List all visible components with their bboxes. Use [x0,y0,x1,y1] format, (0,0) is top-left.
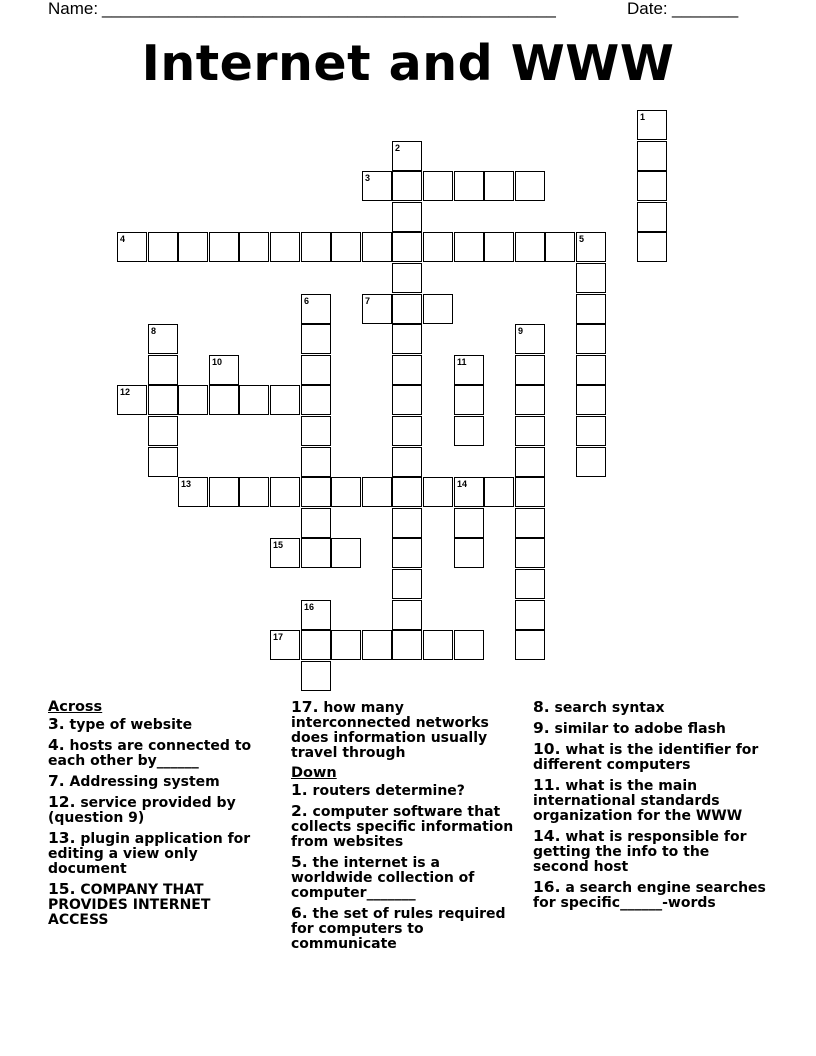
grid-cell[interactable] [239,477,269,507]
clue-across-12: 12. service provided by (question 9) [48,793,236,826]
page-title: Internet and WWW [141,35,675,92]
clue-across-3: 3. type of website [48,715,193,733]
grid-cell[interactable] [178,385,208,415]
grid-cell[interactable] [148,447,178,477]
grid-cell[interactable] [576,447,606,477]
grid-cell[interactable] [484,477,514,507]
clue-down-10: 10. what is the identifier for different computers [533,740,759,773]
clue-across-4: 4. hosts are connected to each other by______ [48,736,252,769]
grid-cell[interactable] [209,385,239,415]
grid-cell[interactable] [392,569,422,599]
grid-cell[interactable] [209,232,239,262]
grid-cell[interactable] [454,477,484,507]
grid-cell[interactable] [148,355,178,385]
grid-cell[interactable] [148,324,178,354]
grid-cell[interactable] [392,141,422,171]
name-label: Name: [48,0,103,18]
grid-cell[interactable] [454,232,484,262]
clue-down-9: 9. similar to adobe flash [533,719,726,737]
clue-number: 2 [395,143,401,153]
clue-number: 14 [457,479,468,489]
date-label: Date: [627,0,673,18]
clue-number: 3 [365,173,371,183]
grid-cell[interactable] [392,630,422,660]
clue-number: 15 [273,540,284,550]
grid-cell[interactable] [454,630,484,660]
clue-number: 8 [151,326,157,336]
clue-column-2 [291,700,519,957]
grid-cell[interactable] [484,232,514,262]
grid-cell[interactable] [576,385,606,415]
grid-cell[interactable] [454,508,484,538]
grid-cell[interactable] [392,477,422,507]
grid-cell[interactable] [515,508,545,538]
grid-cell[interactable] [331,232,361,262]
grid-cell[interactable] [362,630,392,660]
grid-cell[interactable] [392,447,422,477]
date-blank[interactable]: _______ [672,0,739,18]
grid-cell[interactable] [454,355,484,385]
clue-column-1 [48,700,273,933]
grid-cell[interactable] [392,538,422,568]
grid-cell[interactable] [270,630,300,660]
grid-cell[interactable] [362,477,392,507]
clue-number: 12 [120,387,131,397]
grid-cell[interactable] [362,171,392,201]
grid-cell[interactable] [423,171,453,201]
grid-cell[interactable] [301,630,331,660]
grid-cell[interactable] [454,538,484,568]
grid-cell[interactable] [576,324,606,354]
grid-cell[interactable] [392,385,422,415]
grid-cell[interactable] [301,600,331,630]
grid-cell[interactable] [301,416,331,446]
clue-across-13: 13. plugin application for editing a view only document [48,829,251,877]
clue-down-6: 6. the set of rules required for computers to communicate [291,904,506,952]
down-heading: Down [291,765,337,781]
grid-cell[interactable] [178,232,208,262]
clue-number: 6 [304,296,310,306]
grid-cell[interactable] [301,538,331,568]
clue-down-16: 16. a search engine searches for specific______-words [533,878,766,911]
clue-number: 16 [304,602,315,612]
grid-cell[interactable] [576,263,606,293]
clue-down-1: 1. routers determine? [291,781,465,799]
clue-down-2: 2. computer software that collects specific information from websites [291,802,514,850]
grid-cell[interactable] [637,110,667,140]
grid-cell[interactable] [301,477,331,507]
clue-down-11: 11. what is the main international standards organization for the WWW [533,776,743,824]
clue-number: 10 [212,357,223,367]
grid-cell[interactable] [270,538,300,568]
grid-cell[interactable] [515,447,545,477]
grid-cell[interactable] [270,232,300,262]
grid-cell[interactable] [484,171,514,201]
grid-cell[interactable] [454,385,484,415]
grid-cell[interactable] [423,477,453,507]
grid-cell[interactable] [454,416,484,446]
grid-cell[interactable] [392,600,422,630]
clue-number: 9 [518,326,524,336]
grid-cell[interactable] [301,232,331,262]
clue-down-8: 8. search syntax [533,698,665,716]
clue-number: 5 [579,234,585,244]
grid-cell[interactable] [117,232,147,262]
grid-cell[interactable] [301,385,331,415]
grid-cell[interactable] [392,294,422,324]
grid-cell[interactable] [515,538,545,568]
grid-cell[interactable] [362,232,392,262]
grid-cell[interactable] [576,294,606,324]
grid-cell[interactable] [515,630,545,660]
across-heading: Across [48,699,103,715]
clue-across-15: 15. COMPANY THAT PROVIDES INTERNET ACCESS [48,880,211,928]
grid-cell[interactable] [392,324,422,354]
grid-cell[interactable] [392,202,422,232]
grid-cell[interactable] [515,385,545,415]
grid-cell[interactable] [301,355,331,385]
grid-cell[interactable] [454,171,484,201]
grid-cell[interactable] [331,630,361,660]
grid-cell[interactable] [576,416,606,446]
grid-cell[interactable] [423,630,453,660]
clue-number: 4 [120,234,126,244]
grid-cell[interactable] [423,232,453,262]
grid-cell[interactable] [331,477,361,507]
clue-number: 17 [273,632,284,642]
grid-cell[interactable] [301,447,331,477]
grid-cell[interactable] [178,477,208,507]
grid-cell[interactable] [392,508,422,538]
grid-cell[interactable] [423,294,453,324]
grid-cell[interactable] [515,600,545,630]
clue-number: 13 [181,479,192,489]
grid-cell[interactable] [301,661,331,691]
clue-down-5: 5. the internet is a worldwide collection of computer_______ [291,853,475,901]
grid-cell[interactable] [637,141,667,171]
grid-cell[interactable] [515,569,545,599]
grid-cell[interactable] [239,232,269,262]
grid-cell[interactable] [515,416,545,446]
grid-cell[interactable] [239,385,269,415]
grid-cell[interactable] [637,232,667,262]
grid-cell[interactable] [148,232,178,262]
grid-cell[interactable] [576,355,606,385]
grid-cell[interactable] [270,385,300,415]
grid-cell[interactable] [392,171,422,201]
name-blank[interactable]: ________________________________________________ [102,0,556,18]
grid-cell[interactable] [545,232,575,262]
grid-cell[interactable] [301,508,331,538]
clue-number: 1 [640,112,646,122]
grid-cell[interactable] [637,171,667,201]
grid-cell[interactable] [148,385,178,415]
grid-cell[interactable] [209,355,239,385]
grid-cell[interactable] [515,355,545,385]
grid-cell[interactable] [148,416,178,446]
grid-cell[interactable] [301,294,331,324]
grid-cell[interactable] [392,416,422,446]
clue-across-17: 17. how many interconnected networks does information usually travel through [291,698,489,761]
grid-cell[interactable] [637,202,667,232]
clue-down-14: 14. what is responsible for getting the info to the second host [533,827,747,875]
grid-cell[interactable] [362,294,392,324]
grid-cell[interactable] [331,538,361,568]
clue-number: 11 [457,357,467,367]
grid-cell[interactable] [270,477,300,507]
grid-cell[interactable] [209,477,239,507]
grid-cell[interactable] [515,171,545,201]
grid-cell[interactable] [392,263,422,293]
grid-cell[interactable] [576,232,606,262]
grid-cell[interactable] [392,232,422,262]
grid-cell[interactable] [515,324,545,354]
grid-cell[interactable] [515,477,545,507]
clue-number: 7 [365,296,371,306]
grid-cell[interactable] [301,324,331,354]
grid-cell[interactable] [117,385,147,415]
grid-cell[interactable] [515,232,545,262]
grid-cell[interactable] [392,355,422,385]
clue-across-7: 7. Addressing system [48,772,220,790]
clue-column-3 [533,700,768,916]
